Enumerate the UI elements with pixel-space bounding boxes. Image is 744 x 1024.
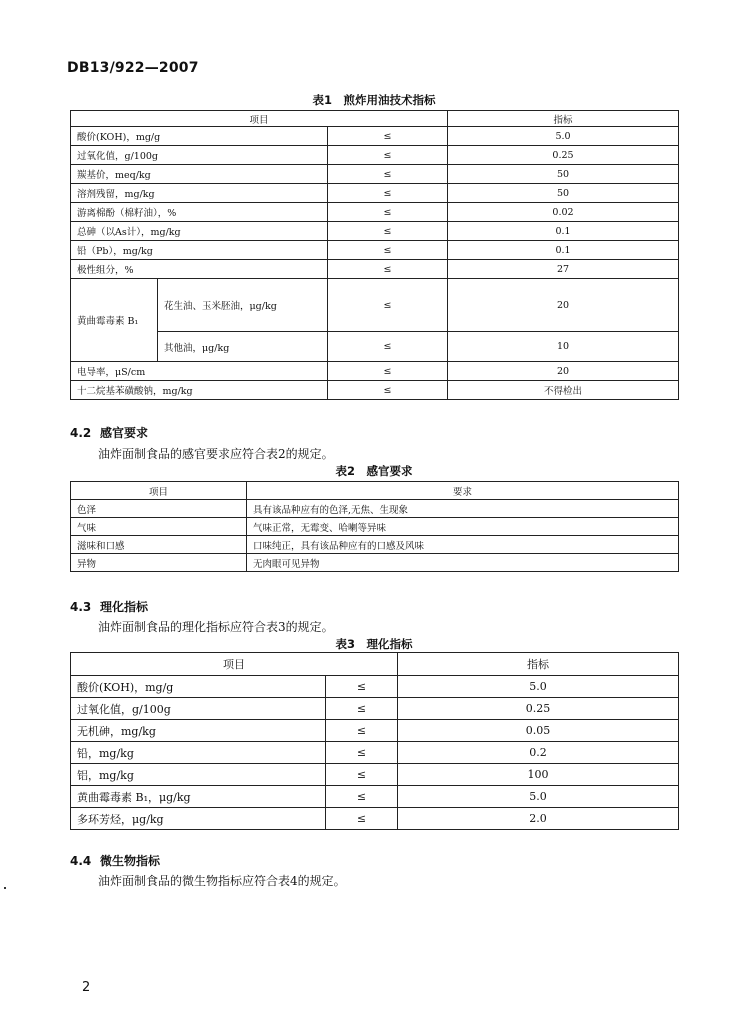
table1-header-row bbox=[71, 111, 679, 127]
table3-op: ≤ bbox=[326, 676, 398, 698]
table1-value: 50 bbox=[448, 165, 679, 184]
table1-item: 过氧化值，g/100g bbox=[71, 146, 328, 165]
table1-op: ≤ bbox=[328, 381, 448, 400]
table3-op: ≤ bbox=[326, 808, 398, 830]
table1-op: ≤ bbox=[328, 260, 448, 279]
document-id: DB13/922—2007 bbox=[67, 60, 199, 76]
table1-value: 10 bbox=[448, 332, 679, 362]
table2 bbox=[70, 481, 679, 572]
table-row bbox=[71, 127, 679, 146]
table2-requirement: 气味正常，无霉变、哈喇等异味 bbox=[247, 518, 679, 536]
table1-op: ≤ bbox=[328, 241, 448, 260]
table-row bbox=[71, 260, 679, 279]
table2-caption: 表2 感官要求 bbox=[335, 464, 413, 478]
table3-item: 多环芳烃，μg/kg bbox=[71, 808, 326, 830]
table3-op: ≤ bbox=[326, 698, 398, 720]
table3-header-row bbox=[71, 653, 679, 676]
section-title: 理化指标 bbox=[100, 600, 149, 614]
table1-item: 其他油，μg/kg bbox=[158, 332, 328, 362]
table-row bbox=[71, 720, 679, 742]
table2-item: 滋味和口感 bbox=[71, 536, 247, 554]
table1-item: 总砷（以As计），mg/kg bbox=[71, 222, 328, 241]
table1-op: ≤ bbox=[328, 127, 448, 146]
table1-item: 电导率，μS/cm bbox=[71, 362, 328, 381]
table1-value: 0.02 bbox=[448, 203, 679, 222]
table3-caption: 表3 理化指标 bbox=[335, 637, 413, 651]
table-row bbox=[71, 203, 679, 222]
table1-value: 27 bbox=[448, 260, 679, 279]
table1-op: ≤ bbox=[328, 362, 448, 381]
scan-speck bbox=[4, 887, 6, 889]
section-4-3-heading bbox=[70, 598, 148, 615]
table1-value: 0.1 bbox=[448, 222, 679, 241]
table1-aflatoxin-label: 黄曲霉毒素 B₁ bbox=[71, 279, 158, 362]
table3-item: 铝，mg/kg bbox=[71, 764, 326, 786]
table1-op: ≤ bbox=[328, 184, 448, 203]
table-row bbox=[71, 381, 679, 400]
table2-item: 气味 bbox=[71, 518, 247, 536]
table1-item: 酸价(KOH)，mg/g bbox=[71, 127, 328, 146]
section-number: 4.4 bbox=[70, 854, 92, 868]
table1-op: ≤ bbox=[328, 279, 448, 332]
table1-value: 5.0 bbox=[448, 127, 679, 146]
section-4-4-heading bbox=[70, 852, 160, 869]
table1-value: 20 bbox=[448, 279, 679, 332]
section-4-2-text: 油炸面制食品的感官要求应符合表2的规定。 bbox=[98, 447, 334, 461]
table3-header-item: 项目 bbox=[71, 653, 398, 676]
table1-op: ≤ bbox=[328, 222, 448, 241]
table3-op: ≤ bbox=[326, 764, 398, 786]
table3-value: 5.0 bbox=[398, 676, 679, 698]
table3-value: 5.0 bbox=[398, 786, 679, 808]
table1-value: 0.1 bbox=[448, 241, 679, 260]
table3-item: 黄曲霉毒素 B₁，μg/kg bbox=[71, 786, 326, 808]
table3-value: 0.2 bbox=[398, 742, 679, 764]
table-row bbox=[71, 146, 679, 165]
table1-item: 花生油、玉米胚油，μg/kg bbox=[158, 279, 328, 332]
table1-item: 溶剂残留，mg/kg bbox=[71, 184, 328, 203]
table-row bbox=[71, 786, 679, 808]
table-row bbox=[71, 808, 679, 830]
page-number: 2 bbox=[82, 980, 91, 995]
table3-value: 2.0 bbox=[398, 808, 679, 830]
table1-caption: 表1 煎炸用油技术指标 bbox=[312, 93, 436, 107]
table1-item: 铅（Pb），mg/kg bbox=[71, 241, 328, 260]
table3-op: ≤ bbox=[326, 786, 398, 808]
section-number: 4.2 bbox=[70, 426, 92, 440]
section-title: 感官要求 bbox=[100, 426, 149, 440]
table-row bbox=[71, 165, 679, 184]
table3-op: ≤ bbox=[326, 742, 398, 764]
section-4-2-heading bbox=[70, 424, 148, 441]
table1-item: 羰基价，meq/kg bbox=[71, 165, 328, 184]
table-row bbox=[71, 222, 679, 241]
section-4-4-text: 油炸面制食品的微生物指标应符合表4的规定。 bbox=[98, 874, 346, 888]
table2-requirement: 无肉眼可见异物 bbox=[247, 554, 679, 572]
table1-op: ≤ bbox=[328, 165, 448, 184]
table-row bbox=[71, 518, 679, 536]
table3-item: 过氧化值，g/100g bbox=[71, 698, 326, 720]
table-row bbox=[71, 742, 679, 764]
table-row bbox=[71, 676, 679, 698]
table2-header-row bbox=[71, 482, 679, 500]
table-row bbox=[71, 241, 679, 260]
table-row bbox=[71, 500, 679, 518]
table1 bbox=[70, 110, 679, 400]
table3 bbox=[70, 652, 679, 830]
section-title: 微生物指标 bbox=[100, 854, 161, 868]
table1-value: 0.25 bbox=[448, 146, 679, 165]
table1-item: 游离棉酚（棉籽油），% bbox=[71, 203, 328, 222]
table3-value: 0.05 bbox=[398, 720, 679, 742]
table1-op: ≤ bbox=[328, 332, 448, 362]
table-row bbox=[71, 279, 679, 332]
table1-op: ≤ bbox=[328, 203, 448, 222]
table2-item: 异物 bbox=[71, 554, 247, 572]
table-row bbox=[71, 554, 679, 572]
table-row bbox=[71, 184, 679, 203]
table-row bbox=[71, 764, 679, 786]
table3-item: 铅，mg/kg bbox=[71, 742, 326, 764]
table3-value: 0.25 bbox=[398, 698, 679, 720]
table2-item: 色泽 bbox=[71, 500, 247, 518]
table-row bbox=[71, 332, 679, 362]
table3-op: ≤ bbox=[326, 720, 398, 742]
table1-value: 不得检出 bbox=[448, 381, 679, 400]
section-4-3-text: 油炸面制食品的理化指标应符合表3的规定。 bbox=[98, 620, 334, 634]
section-number: 4.3 bbox=[70, 600, 92, 614]
table1-op: ≤ bbox=[328, 146, 448, 165]
table3-value: 100 bbox=[398, 764, 679, 786]
table-row bbox=[71, 536, 679, 554]
table1-header-item: 项目 bbox=[71, 111, 448, 127]
table2-header-item: 项目 bbox=[71, 482, 247, 500]
table1-header-index: 指标 bbox=[448, 111, 679, 127]
table3-item: 无机砷，mg/kg bbox=[71, 720, 326, 742]
table3-header-index: 指标 bbox=[398, 653, 679, 676]
table-row bbox=[71, 362, 679, 381]
table1-value: 50 bbox=[448, 184, 679, 203]
table-row bbox=[71, 698, 679, 720]
table2-requirement: 口味纯正，具有该品种应有的口感及风味 bbox=[247, 536, 679, 554]
table3-item: 酸价(KOH)，mg/g bbox=[71, 676, 326, 698]
table2-requirement: 具有该品种应有的色泽,无焦、生现象 bbox=[247, 500, 679, 518]
table1-item: 极性组分，% bbox=[71, 260, 328, 279]
table2-header-requirement: 要求 bbox=[247, 482, 679, 500]
table1-value: 20 bbox=[448, 362, 679, 381]
table1-item: 十二烷基苯磺酸钠，mg/kg bbox=[71, 381, 328, 400]
